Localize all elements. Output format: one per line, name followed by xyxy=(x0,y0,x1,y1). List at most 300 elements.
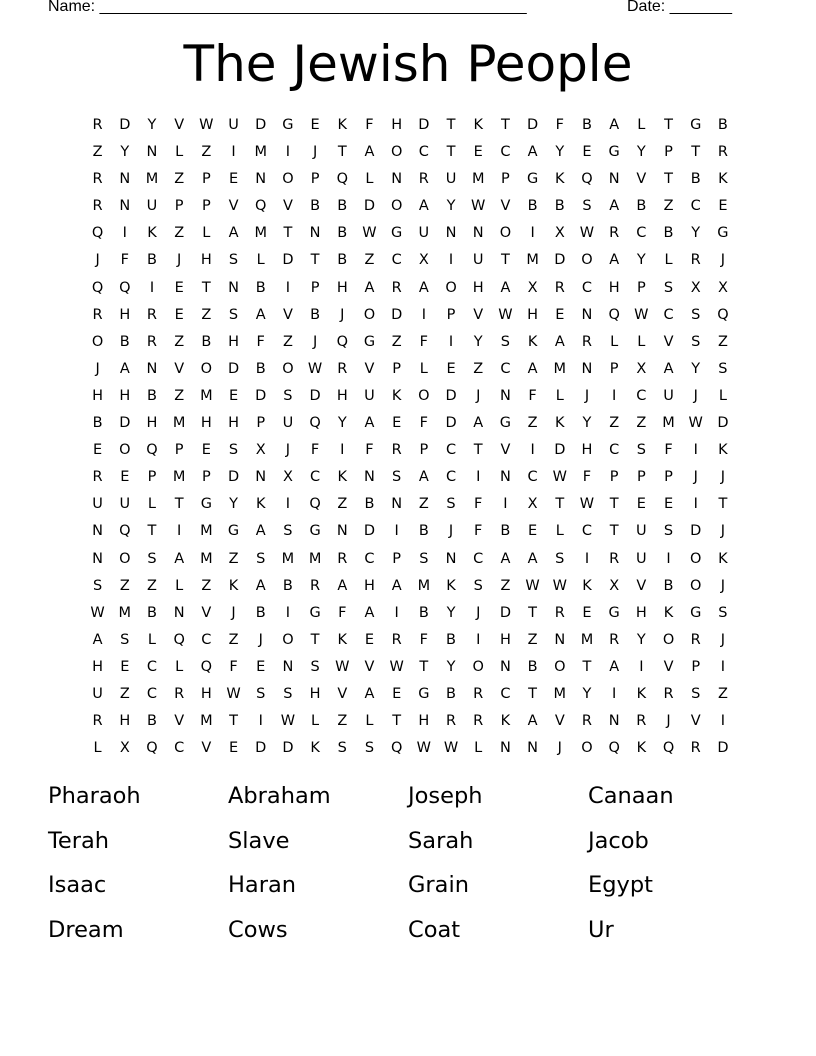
grid-letter: P xyxy=(147,469,157,486)
grid-letter: E xyxy=(120,469,130,486)
grid-letter: Z xyxy=(364,252,375,269)
grid-letter: Q xyxy=(119,279,131,296)
grid-letter: C xyxy=(527,469,538,486)
grid-letter: J xyxy=(285,442,291,459)
grid-letter: V xyxy=(364,360,375,377)
grid-letter: M xyxy=(526,252,539,269)
grid-letter: P xyxy=(419,442,429,459)
grid-letter: B xyxy=(364,496,375,513)
grid-letter: J xyxy=(666,713,671,730)
grid-letter: E xyxy=(228,387,239,404)
grid-letter: R xyxy=(581,713,592,730)
grid-letter: A xyxy=(527,550,538,567)
grid-letter: D xyxy=(309,387,321,404)
grid-letter: A xyxy=(418,279,429,296)
grid-letter: L xyxy=(365,171,374,188)
grid-letter: O xyxy=(499,225,512,242)
grid-letter: J xyxy=(95,252,100,269)
grid-letter: G xyxy=(309,604,321,621)
grid-letter: R xyxy=(146,333,157,350)
grid-letter: N xyxy=(119,171,131,188)
grid-letter: E xyxy=(174,306,184,323)
grid-letter: Q xyxy=(91,279,104,296)
grid-letter: D xyxy=(282,740,294,757)
grid-letter: Z xyxy=(609,415,620,432)
grid-letter: H xyxy=(472,279,484,296)
grid-letter: R xyxy=(473,685,484,702)
grid-letter: P xyxy=(636,279,646,296)
grid-letter: A xyxy=(500,550,511,567)
grid-letter: Z xyxy=(337,496,348,513)
grid-letter: T xyxy=(528,685,538,702)
grid-letter: U xyxy=(282,415,294,432)
grid-letter: Q xyxy=(200,658,213,675)
grid-letter: H xyxy=(228,333,239,350)
grid-letter: C xyxy=(500,360,511,377)
grid-letter: H xyxy=(200,415,212,432)
grid-letter: E xyxy=(364,631,375,648)
grid-letter: H xyxy=(364,577,375,594)
grid-letter: C xyxy=(581,523,593,540)
grid-letter: O xyxy=(390,144,403,161)
grid-letter: B xyxy=(282,577,293,594)
grid-letter: J xyxy=(476,387,481,404)
grid-letter: X xyxy=(609,577,620,594)
grid-letter: P xyxy=(392,360,402,377)
grid-letter: A xyxy=(500,279,511,296)
grid-letter: Z xyxy=(473,360,484,377)
grid-letter: R xyxy=(636,713,647,730)
grid-letter: Z xyxy=(201,144,212,161)
grid-letter: K xyxy=(718,171,728,188)
grid-letter: E xyxy=(120,658,130,675)
grid-letter: M xyxy=(200,523,213,540)
grid-letter: A xyxy=(609,198,620,215)
grid-letter: S xyxy=(663,523,674,540)
word-bank-item: Grain xyxy=(408,872,469,898)
grid-letter: C xyxy=(581,279,593,296)
grid-letter: S xyxy=(256,685,266,702)
grid-letter: T xyxy=(473,442,483,459)
grid-letter: C xyxy=(146,685,158,702)
grid-letter: B xyxy=(663,577,674,594)
grid-letter: Z xyxy=(527,631,538,648)
grid-letter: T xyxy=(718,496,728,513)
grid-letter: N xyxy=(527,740,539,757)
grid-letter: H xyxy=(499,631,511,648)
grid-letter: N xyxy=(472,225,484,242)
grid-letter: O xyxy=(390,198,403,215)
grid-letter: H xyxy=(92,387,104,404)
grid-letter: N xyxy=(282,658,294,675)
grid-letter: U xyxy=(418,225,430,242)
grid-letter: A xyxy=(609,117,620,133)
grid-letter: W xyxy=(525,577,540,594)
grid-letter: T xyxy=(609,523,619,540)
grid-letter: F xyxy=(120,252,129,269)
grid-letter: I xyxy=(584,550,590,567)
grid-letter: N xyxy=(445,550,457,567)
grid-letter: I xyxy=(612,685,617,702)
grid-letter: C xyxy=(174,740,185,757)
grid-letter: C xyxy=(391,252,402,269)
grid-letter: V xyxy=(554,713,565,730)
grid-letter: G xyxy=(526,171,539,188)
grid-letter: I xyxy=(530,225,535,242)
grid-letter: J xyxy=(693,387,698,404)
grid-letter: F xyxy=(419,415,429,432)
grid-letter: N xyxy=(499,740,511,757)
grid-letter: C xyxy=(609,442,620,459)
grid-letter: K xyxy=(473,117,483,133)
grid-letter: B xyxy=(418,523,429,540)
grid-letter: K xyxy=(500,713,511,730)
grid-letter: B xyxy=(119,333,130,350)
grid-letter: I xyxy=(666,550,671,567)
grid-letter: B xyxy=(146,604,157,621)
grid-letter: O xyxy=(690,577,702,594)
word-bank-item: Slave xyxy=(228,827,290,854)
grid-letter: A xyxy=(418,469,429,486)
grid-letter: J xyxy=(312,144,318,161)
grid-letter: L xyxy=(419,360,428,377)
grid-letter: L xyxy=(610,333,619,350)
grid-letter: N xyxy=(499,469,511,486)
grid-letter: W xyxy=(579,225,595,242)
grid-letter: Z xyxy=(282,333,293,350)
grid-letter: W xyxy=(362,225,377,242)
grid-letter: W xyxy=(634,306,649,323)
grid-letter: L xyxy=(637,117,646,133)
grid-letter: Z xyxy=(337,713,348,730)
grid-letter: C xyxy=(146,658,158,675)
grid-letter: P xyxy=(310,279,320,296)
grid-letter: J xyxy=(258,631,263,648)
grid-letter: G xyxy=(499,415,512,432)
grid-letter: K xyxy=(582,577,592,594)
grid-letter: Z xyxy=(500,577,511,594)
grid-letter: R xyxy=(581,333,592,350)
word-bank-item: Terah xyxy=(48,827,110,854)
grid-letter: R xyxy=(391,442,402,459)
grid-letter: A xyxy=(364,144,375,161)
grid-letter: W xyxy=(389,658,404,675)
grid-letter: A xyxy=(364,604,375,621)
grid-letter: X xyxy=(527,279,538,296)
grid-letter: M xyxy=(200,713,213,730)
grid-letter: Z xyxy=(174,333,185,350)
grid-letter: X xyxy=(119,740,130,757)
grid-letter: Q xyxy=(336,333,348,350)
grid-letter: R xyxy=(418,171,429,188)
grid-letter: B xyxy=(337,225,348,242)
grid-letter: M xyxy=(662,415,675,432)
grid-letter: R xyxy=(445,713,457,730)
grid-letter: M xyxy=(580,631,594,648)
grid-letter: W xyxy=(579,496,595,513)
grid-letter: A xyxy=(391,577,402,594)
grid-letter: I xyxy=(639,658,644,675)
grid-letter: S xyxy=(283,387,293,404)
grid-letter: S xyxy=(228,442,239,459)
grid-letter: U xyxy=(92,685,103,702)
grid-letter: E xyxy=(582,604,592,621)
grid-letter: W xyxy=(307,360,323,377)
grid-letter: M xyxy=(308,550,322,567)
grid-letter: M xyxy=(145,171,159,188)
grid-letter: T xyxy=(664,117,673,133)
grid-letter: B xyxy=(527,658,538,675)
grid-letter: O xyxy=(282,631,294,648)
grid-letter: Y xyxy=(636,252,646,269)
grid-letter: H xyxy=(309,685,321,702)
grid-letter: Y xyxy=(582,685,592,702)
grid-letter: P xyxy=(174,442,184,459)
grid-letter: D xyxy=(391,306,403,323)
grid-letter: C xyxy=(473,550,484,567)
grid-letter: P xyxy=(664,144,673,161)
grid-letter: R xyxy=(92,198,103,215)
letter-grid xyxy=(84,112,737,762)
grid-letter: A xyxy=(663,360,674,377)
grid-letter: J xyxy=(720,631,726,648)
grid-letter: H xyxy=(391,117,403,133)
grid-letter: Q xyxy=(309,496,321,513)
grid-letter: B xyxy=(527,198,538,215)
grid-letter: F xyxy=(555,117,564,133)
grid-letter: W xyxy=(335,658,350,675)
grid-letter: H xyxy=(608,279,620,296)
grid-letter: N xyxy=(499,387,511,404)
grid-letter: E xyxy=(636,496,646,513)
grid-letter: C xyxy=(418,144,429,161)
grid-letter: U xyxy=(228,117,239,133)
grid-letter: K xyxy=(310,740,320,757)
word-bank-item: Canaan xyxy=(588,783,674,809)
grid-letter: C xyxy=(500,144,511,161)
word-bank xyxy=(48,778,768,956)
grid-letter: P xyxy=(501,171,510,188)
grid-letter: K xyxy=(663,604,674,621)
grid-letter: M xyxy=(200,550,213,567)
grid-letter: V xyxy=(500,442,511,459)
grid-letter: Q xyxy=(581,171,593,188)
grid-letter: B xyxy=(92,415,103,432)
grid-letter: O xyxy=(282,171,294,188)
grid-letter: B xyxy=(310,306,321,323)
grid-letter: X xyxy=(690,279,701,296)
grid-letter: L xyxy=(365,713,374,730)
grid-letter: N xyxy=(364,469,375,486)
grid-letter: Q xyxy=(173,631,185,648)
grid-letter: C xyxy=(445,442,457,459)
grid-letter: J xyxy=(720,523,726,540)
grid-letter: P xyxy=(174,198,184,215)
grid-letter: A xyxy=(364,685,375,702)
grid-letter: B xyxy=(554,198,565,215)
grid-letter: P xyxy=(201,198,211,215)
grid-letter: G xyxy=(690,604,702,621)
grid-letter: R xyxy=(554,279,565,296)
grid-letter: L xyxy=(175,144,184,161)
grid-letter: V xyxy=(663,333,674,350)
grid-letter: I xyxy=(285,604,291,621)
grid-letter: I xyxy=(421,306,426,323)
grid-letter: T xyxy=(446,144,456,161)
grid-letter: B xyxy=(581,117,592,133)
grid-letter: V xyxy=(636,171,647,188)
grid-letter: U xyxy=(119,496,131,513)
word-bank-item: Dream xyxy=(48,916,124,943)
grid-letter: E xyxy=(663,496,674,513)
grid-letter: O xyxy=(581,252,593,269)
grid-letter: U xyxy=(472,252,484,269)
grid-letter: R xyxy=(310,577,321,594)
grid-letter: L xyxy=(555,387,564,404)
grid-letter: Q xyxy=(146,740,158,757)
grid-letter: T xyxy=(147,523,157,540)
grid-letter: W xyxy=(199,117,214,133)
grid-letter: R xyxy=(391,279,402,296)
grid-letter: T xyxy=(201,279,211,296)
grid-letter: W xyxy=(280,713,296,730)
grid-letter: I xyxy=(177,523,182,540)
grid-letter: S xyxy=(718,604,728,621)
grid-letter: O xyxy=(91,333,104,350)
grid-letter: N xyxy=(119,198,131,215)
grid-letter: E xyxy=(582,144,592,161)
grid-letter: Z xyxy=(717,333,728,350)
grid-letter: E xyxy=(174,279,184,296)
grid-letter: A xyxy=(554,333,565,350)
grid-letter: T xyxy=(229,713,238,730)
grid-letter: J xyxy=(95,360,100,377)
grid-letter: K xyxy=(446,577,456,594)
grid-letter: O xyxy=(662,631,675,648)
grid-letter: W xyxy=(552,469,567,486)
grid-letter: C xyxy=(445,469,457,486)
grid-letter: U xyxy=(364,387,375,404)
grid-letter: G xyxy=(309,523,321,540)
grid-letter: V xyxy=(201,740,212,757)
grid-letter: N xyxy=(581,360,593,377)
grid-letter: Y xyxy=(691,360,701,377)
grid-letter: S xyxy=(500,333,511,350)
grid-letter: G xyxy=(363,333,376,350)
grid-letter: X xyxy=(282,469,293,486)
grid-letter: S xyxy=(419,550,429,567)
grid-letter: X xyxy=(527,496,538,513)
grid-letter: H xyxy=(228,415,239,432)
grid-letter: R xyxy=(663,685,674,702)
grid-letter: A xyxy=(255,523,266,540)
grid-letter: Q xyxy=(336,171,348,188)
grid-letter: Q xyxy=(255,198,267,215)
grid-letter: Z xyxy=(228,550,239,567)
grid-letter: N xyxy=(391,171,403,188)
grid-letter: Q xyxy=(119,523,131,540)
grid-letter: T xyxy=(609,496,619,513)
grid-letter: B xyxy=(663,225,674,242)
grid-letter: V xyxy=(201,604,212,621)
grid-letter: L xyxy=(664,252,673,269)
grid-letter: S xyxy=(473,577,483,594)
grid-letter: R xyxy=(473,713,484,730)
grid-letter: V xyxy=(228,198,239,215)
grid-letter: T xyxy=(392,713,402,730)
grid-letter: B xyxy=(446,631,456,648)
grid-letter: D xyxy=(119,117,131,133)
grid-letter: J xyxy=(448,523,454,540)
grid-letter: N xyxy=(255,469,267,486)
grid-letter: S xyxy=(718,360,728,377)
grid-letter: N xyxy=(92,523,104,540)
grid-letter: Z xyxy=(663,198,674,215)
grid-letter: F xyxy=(310,442,320,459)
grid-letter: R xyxy=(609,550,620,567)
grid-letter: F xyxy=(419,333,429,350)
grid-letter: H xyxy=(119,713,131,730)
grid-letter: I xyxy=(503,496,508,513)
grid-letter: K xyxy=(337,469,348,486)
grid-letter: R xyxy=(717,144,728,161)
grid-letter: I xyxy=(720,658,726,675)
grid-letter: V xyxy=(473,306,484,323)
grid-letter: D xyxy=(418,117,430,133)
grid-letter: S xyxy=(310,658,320,675)
grid-letter: D xyxy=(363,198,376,215)
grid-letter: N xyxy=(445,225,457,242)
grid-letter: V xyxy=(500,198,511,215)
grid-letter: W xyxy=(90,604,105,621)
grid-letter: J xyxy=(584,387,590,404)
page-title: The Jewish People xyxy=(183,35,633,93)
grid-letter: N xyxy=(554,631,566,648)
grid-letter: P xyxy=(609,469,619,486)
grid-letter: S xyxy=(92,577,103,594)
grid-letter: O xyxy=(282,360,294,377)
grid-letter: B xyxy=(201,333,212,350)
grid-letter: R xyxy=(337,360,348,377)
grid-letter: F xyxy=(365,442,374,459)
grid-letter: H xyxy=(581,442,593,459)
grid-letter: J xyxy=(720,252,726,269)
grid-letter: K xyxy=(337,117,348,133)
grid-letter: P xyxy=(256,415,266,432)
grid-letter: B xyxy=(446,685,456,702)
grid-letter: A xyxy=(337,577,348,594)
grid-letter: S xyxy=(228,306,239,323)
grid-letter: T xyxy=(528,604,538,621)
grid-letter: Q xyxy=(91,225,104,242)
grid-letter: E xyxy=(392,685,402,702)
grid-letter: Y xyxy=(446,604,456,621)
grid-letter: I xyxy=(340,442,345,459)
grid-letter: A xyxy=(418,198,429,215)
grid-letter: D xyxy=(227,469,240,486)
grid-letter: O xyxy=(119,442,131,459)
grid-letter: Z xyxy=(201,577,212,594)
grid-letter: E xyxy=(528,523,538,540)
grid-letter: Y xyxy=(120,144,130,161)
grid-letter: R xyxy=(609,631,620,648)
grid-letter: B xyxy=(636,198,647,215)
grid-letter: A xyxy=(527,713,538,730)
grid-letter: Y xyxy=(582,415,592,432)
grid-letter: Z xyxy=(174,387,185,404)
grid-letter: R xyxy=(146,306,157,323)
grid-letter: N xyxy=(228,279,239,296)
